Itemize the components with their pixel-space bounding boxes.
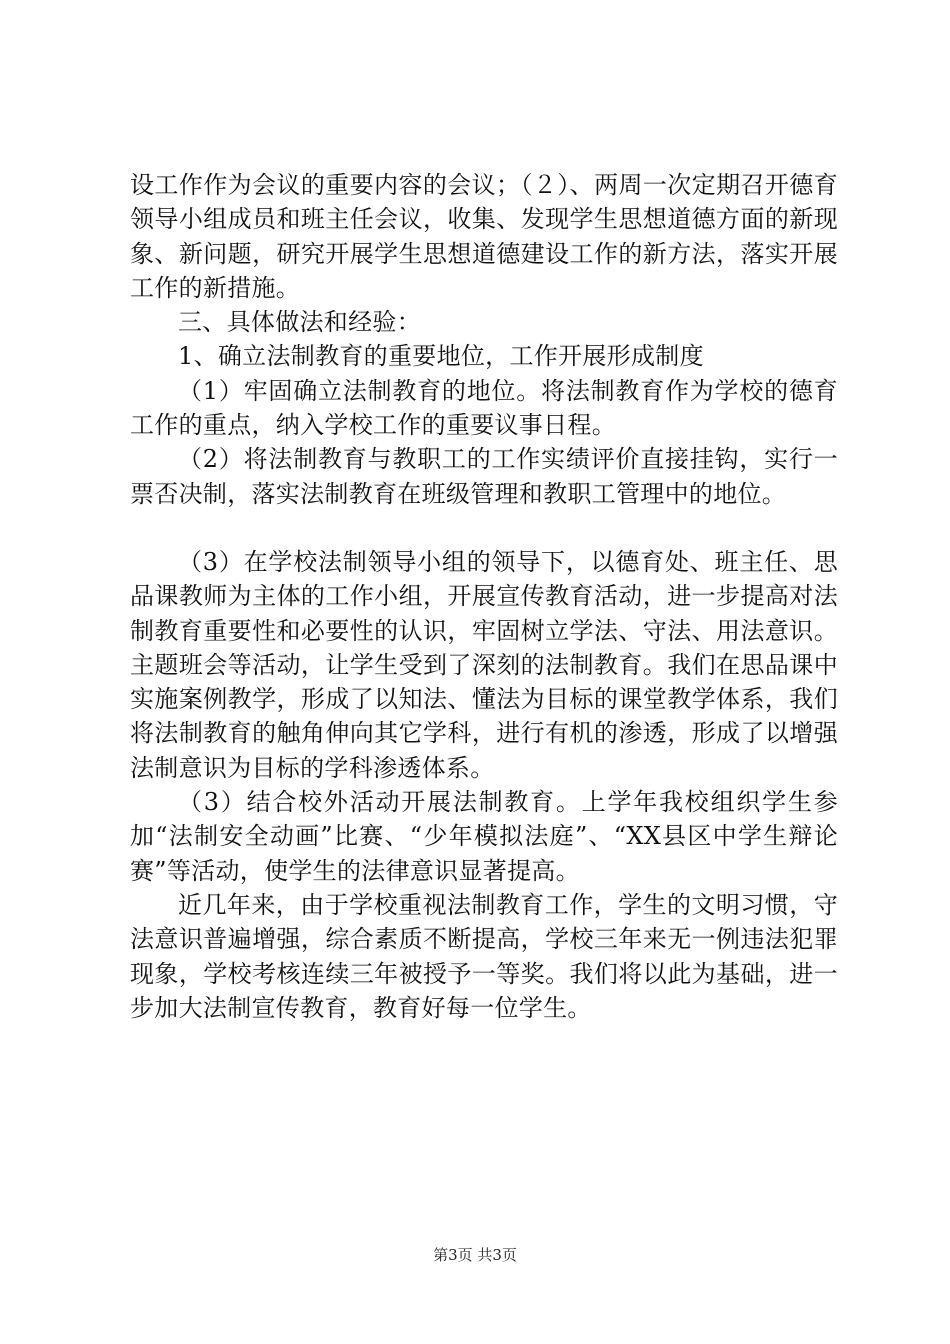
paragraph-continuation: 设工作作为会议的重要内容的会议；（２）、两周一次定期召开德育领导小组成员和班主任会议，收集、发现学生思想道德方面的新现象、新问题，研究开展学生思想道德建设工作的新方法，落实开展工作的新措施。 xyxy=(130,171,838,302)
page-number-footer: 第3页 共3页 xyxy=(433,1246,517,1264)
section-heading-3: 三、具体做法和经验： xyxy=(178,308,421,337)
paragraph-item-3: （3）在学校法制领导小组的领导下，以德育处、班主任、思品课教师为主体的工作小组，开展宣传教育活动，进一步提高对法制教育重要性和必要性的认识，牢固树立学法、守法、用法意识。主题班会等活动，让学生受到了深刻的法制教育。我们在思品课中实施案例教学，形成了以知法、懂法为目标的课堂教学体系，我们将法制教育的触角伸向其它学科，进行有机的渗透，形成了以增强法制意识为目标的学科渗透体系。 xyxy=(130,547,838,782)
paragraph-item-2: （2）将法制教育与教职工的工作实绩评价直接挂钩，实行一票否决制，落实法制教育在班级管理和教职工管理中的地位。 xyxy=(130,445,838,508)
paragraph-item-3b: （3）结合校外活动开展法制教育。上学年我校组织学生参加“法制安全动画”比赛、“少年模拟法庭”、“XX县区中学生辩论赛”等活动，使学生的法律意识显著提高。 xyxy=(130,788,838,885)
paragraph-conclusion: 近几年来，由于学校重视法制教育工作，学生的文明习惯，守法意识普遍增强，综合素质不断提高，学校三年来无一例违法犯罪现象，学校考核连续三年被授予一等奖。我们将以此为基础，进一步加大法制宣传教育，教育好每一位学生。 xyxy=(130,890,838,1022)
document-body xyxy=(130,168,838,1025)
subsection-heading-1: 1、确立法制教育的重要地位，工作开展形成制度 xyxy=(178,342,704,371)
paragraph-item-1: （1）牢固确立法制教育的地位。将法制教育作为学校的德育工作的重点，纳入学校工作的重要议事日程。 xyxy=(130,376,838,440)
paragraph-spacer xyxy=(130,511,838,545)
